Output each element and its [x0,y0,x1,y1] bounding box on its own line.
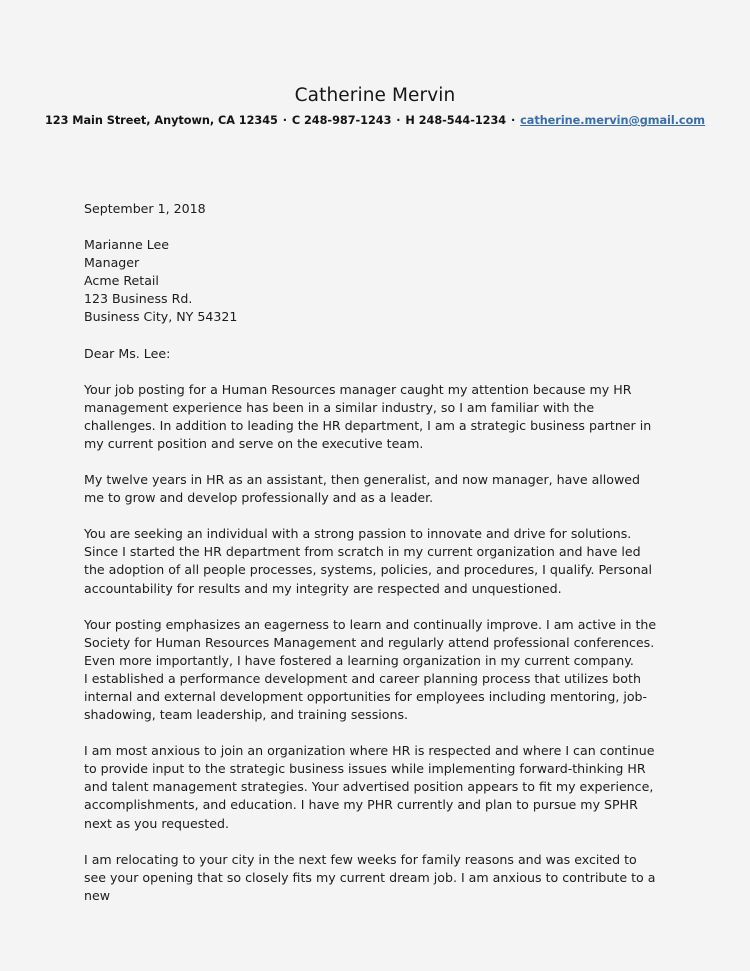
sender-home-phone: H 248-544-1234 [405,114,507,127]
body-paragraph-6 [84,833,662,905]
body-paragraph-5 [84,724,662,832]
letterhead [0,0,750,129]
sender-name: Catherine Mervin [294,85,456,106]
paragraph-text: I am relocating to your city in the next few weeks for family reasons and was excited to see your opening that so closely fits my current dream job. I am anxious to contribute to a new [84,851,656,903]
recipient-title: Manager [84,255,140,271]
recipient-company: Acme Retail [84,273,159,289]
recipient-city-state-zip: Business City, NY 54321 [84,309,238,325]
sender-cell-phone: C 248-987-1243 [291,114,392,127]
contact-separator-2: · [396,114,401,127]
paragraph-text: My twelve years in HR as an assistant, then generalist, and now manager, have allowed me to grow and develop professionally and as a leader. [84,472,641,506]
letter-date: September 1, 2018 [84,201,206,216]
body-paragraph-2 [84,453,662,507]
body-paragraph-3 [84,507,662,597]
recipient-street: 123 Business Rd. [84,291,193,307]
paragraph-text: I am most anxious to join an organization where HR is respected and where I can continue to provide input to the strategic business issues while implementing forward-thinking HR and talent management strategies. Your advertised position appears to fit my experience, accomplishments, and education. I have my PHR currently and plan to pursue my SPHR next as you requested. [84,743,655,831]
paragraph-text-continued: I established a performance development and career planning process that utilizes both internal and external development opportunities for employees including mentoring, job-shadowing, team leadership, and training sessions. [84,670,648,723]
sender-address: 123 Main Street, Anytown, CA 12345 [44,114,278,127]
sender-email-link[interactable]: catherine.mervin@gmail.com [520,114,706,127]
body-paragraph-4 [84,598,662,725]
paragraph-text: You are seeking an individual with a strong passion to innovate and drive for solutions. Since I started the HR department from scratch in my current organization and have led the adoption of all people processes, systems, policies, and procedures, I qualify. Personal accountability for results and my integrity are respected and unquestioned. [84,526,652,596]
contact-separator-3: · [510,114,516,127]
body-paragraph-1 [84,363,662,453]
letter-body [84,200,662,905]
paragraph-text: Your job posting for a Human Resources manager caught my attention because my HR management experience has been in a similar industry, so I am familiar with the challenges. In addition to leading the HR department, I am a strategic business partner in my current position and serve on the executive team. [84,381,652,451]
contact-line [0,113,750,129]
recipient-address-block [84,218,662,326]
paragraph-text: Your posting emphasizes an eagerness to learn and continually improve. I am active in the Society for Human Resources Management and regularly attend professional conferences. Even more importantly, I have fostered a learning organization in my current company. [84,616,657,668]
contact-separator-1: · [282,114,287,127]
recipient-name: Marianne Lee [84,237,169,253]
salutation: Dear Ms. Lee: [84,345,171,361]
